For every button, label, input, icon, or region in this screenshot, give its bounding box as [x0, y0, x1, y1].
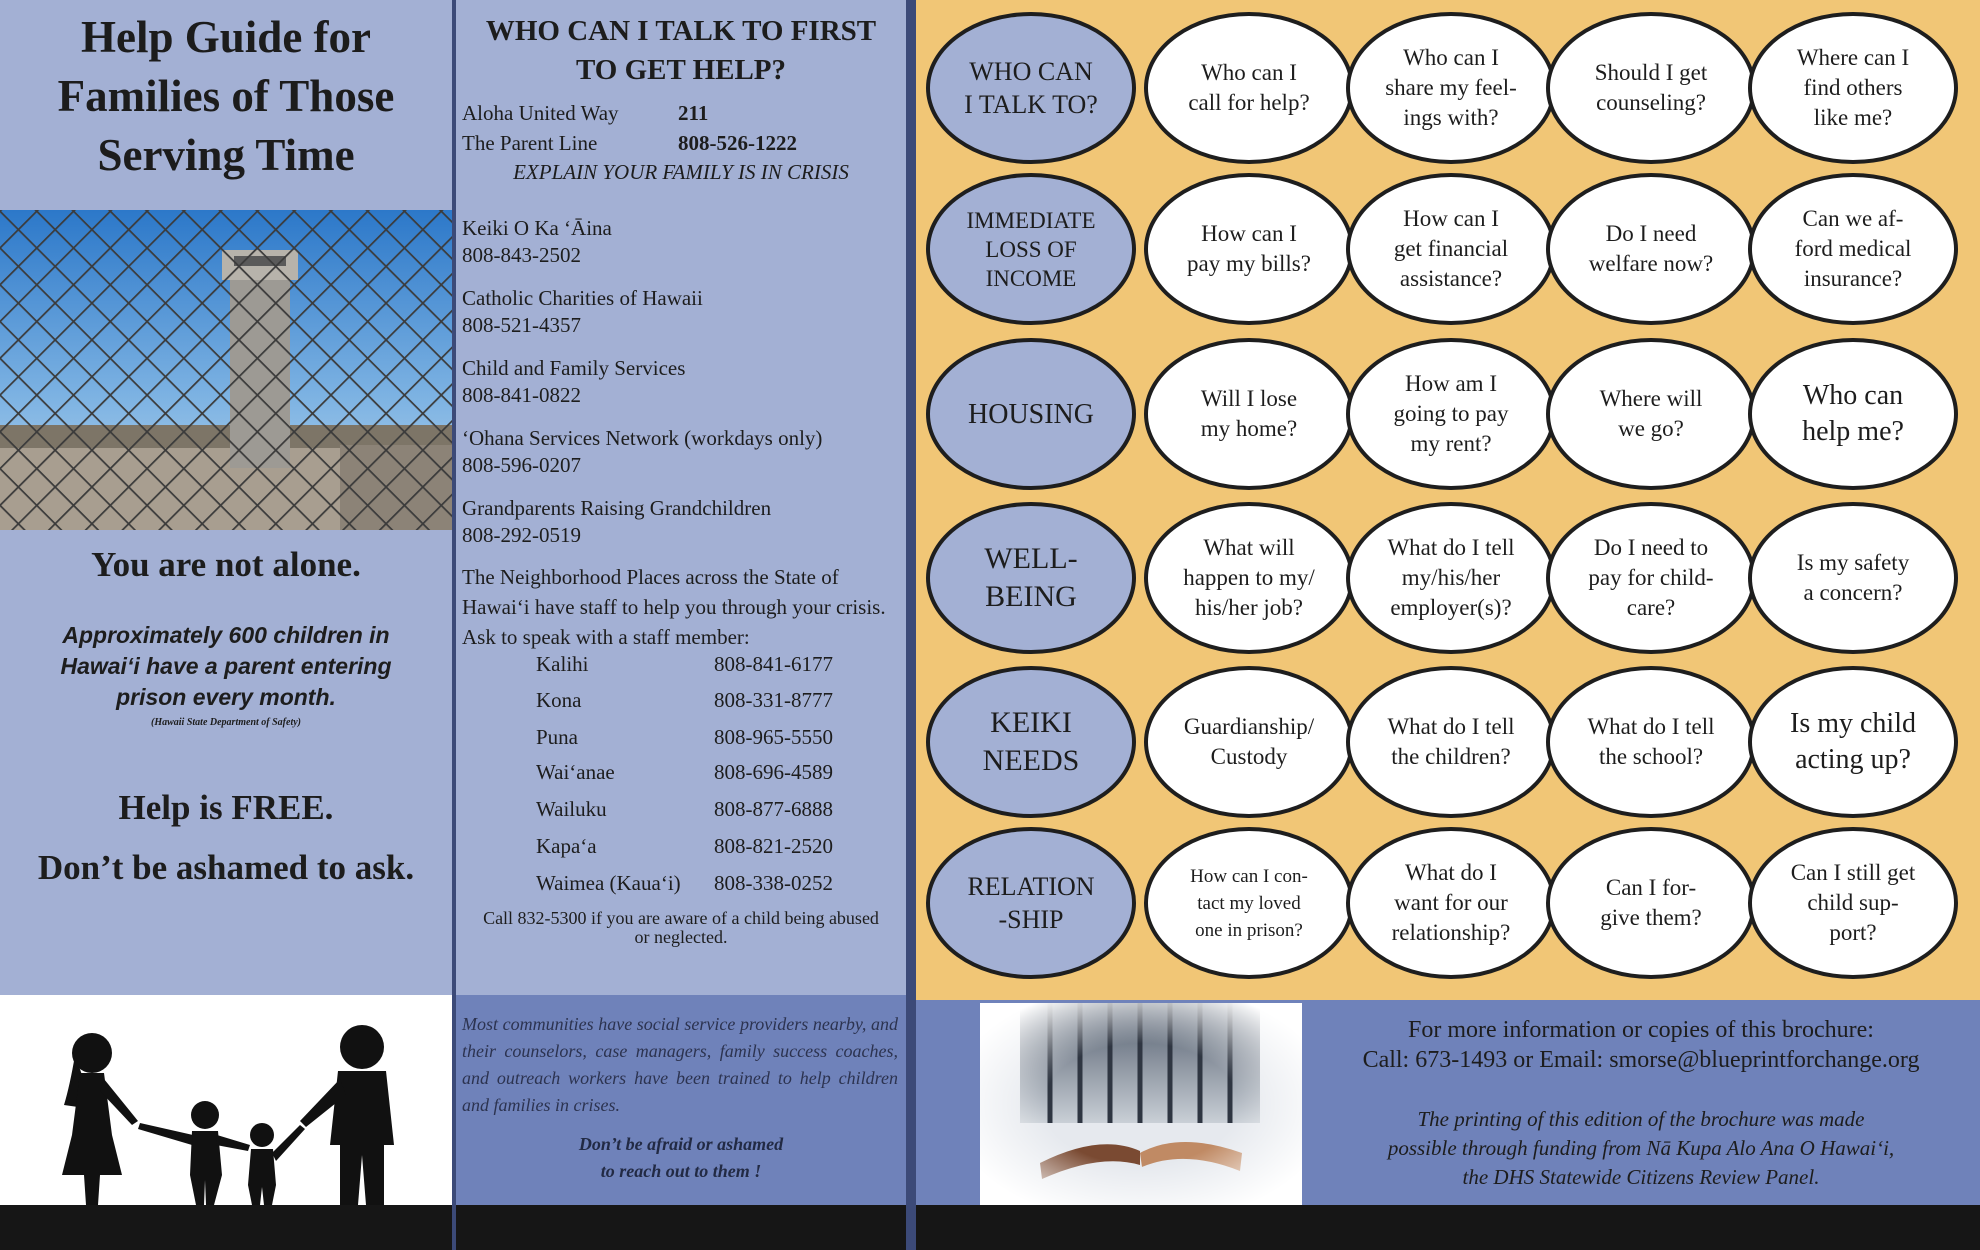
- question-text: my home?: [1200, 416, 1298, 441]
- question-text: What will: [1203, 535, 1295, 560]
- question-text: welfare now?: [1588, 251, 1714, 276]
- org-entry: ‘Ohana Services Network (workdays only) 808-596-0207: [462, 426, 823, 477]
- contacts-heading: WHO CAN I TALK TO FIRST TO GET HELP?: [485, 15, 877, 86]
- question-oval: [1346, 827, 1556, 979]
- category-label: LOSS OF: [985, 236, 1077, 262]
- category-label: NEEDS: [982, 744, 1080, 777]
- neighborhood-place-row: Puna 808-965-5550: [536, 725, 833, 749]
- question-text: Who can I: [1403, 45, 1499, 70]
- statistic-text: Approximately 600 children in Hawai‘i have a parent entering prison every month.: [60, 622, 392, 710]
- footer-paragraph: Most communities have social service providers nearby, and their counselors, case managers, family success coaches, and outreach workers have been trained to help children and families in crises.: [462, 1014, 898, 1115]
- neighborhood-place-row: Kapa‘a 808-821-2520: [536, 834, 833, 858]
- question-text: Is my safety: [1796, 550, 1910, 575]
- category-label: WHO CAN: [969, 57, 1093, 86]
- question-oval: [1748, 338, 1958, 490]
- prison-fence-photo: [0, 210, 452, 530]
- question-text: How can I: [1201, 221, 1297, 246]
- question-oval: [1144, 338, 1354, 490]
- question-oval: [1144, 173, 1354, 325]
- bottom-band: [456, 1205, 906, 1250]
- question-oval: [1546, 338, 1756, 490]
- contact-info: For more information or copies of this brochure: Call: 673-1493 or Email: smorse@blueprintforchange.org: [1362, 1017, 1920, 1073]
- neighborhood-intro: The Neighborhood Places across the State of Hawai‘i have staff to help you through your crisis. Ask to speak with a staff member:: [462, 565, 886, 649]
- question-text: going to pay: [1393, 401, 1509, 426]
- question-oval: [1346, 666, 1556, 818]
- question-text: get financial: [1393, 236, 1509, 261]
- question-oval: [1546, 666, 1756, 818]
- question-oval: [1144, 12, 1354, 164]
- category-oval: [926, 827, 1136, 979]
- question-oval: [1546, 12, 1756, 164]
- question-text: pay for child-: [1588, 565, 1714, 590]
- question-text: Can we af-: [1802, 206, 1904, 231]
- org-entry: Child and Family Services 808-841-0822: [462, 356, 686, 407]
- question-text: relationship?: [1391, 920, 1511, 945]
- question-text: tact my loved: [1197, 892, 1301, 914]
- category-oval: [926, 502, 1136, 654]
- org-entry: Catholic Charities of Hawaii 808-521-4357: [462, 286, 703, 337]
- brochure-title: Help Guide for Families of Those Serving Time: [57, 12, 395, 180]
- question-text: What do I tell: [1587, 714, 1715, 739]
- question-text: my rent?: [1410, 431, 1492, 456]
- category-label: INCOME: [985, 265, 1077, 291]
- question-text: share my feel-: [1385, 75, 1517, 100]
- question-text: his/her job?: [1195, 595, 1303, 620]
- category-oval: [926, 12, 1136, 164]
- question-oval: [1144, 502, 1354, 654]
- question-text: pay my bills?: [1187, 251, 1311, 276]
- question-text: How am I: [1405, 371, 1497, 396]
- question-text: care?: [1626, 595, 1676, 620]
- question-text: assistance?: [1399, 266, 1503, 291]
- question-text: Guardianship/: [1183, 714, 1315, 739]
- category-label: HOUSING: [968, 398, 1094, 430]
- question-text: employer(s)?: [1390, 595, 1512, 620]
- org-entry: Grandparents Raising Grandchildren 808-292-0519: [462, 496, 772, 547]
- question-text: Where can I: [1796, 45, 1910, 70]
- question-text: the children?: [1391, 744, 1511, 769]
- question-oval: [1346, 173, 1556, 325]
- question-text: Can I for-: [1605, 875, 1697, 900]
- question-text: Who can: [1802, 380, 1904, 411]
- category-label: IMMEDIATE: [966, 207, 1096, 233]
- question-text: a concern?: [1803, 580, 1903, 605]
- question-oval: [1346, 502, 1556, 654]
- question-text: want for our: [1394, 890, 1508, 915]
- neighborhood-place-row: Kona 808-331-8777: [536, 688, 833, 712]
- questions-panel: [916, 0, 1980, 1000]
- category-label: -SHIP: [998, 905, 1064, 934]
- category-oval: [926, 338, 1136, 490]
- question-text: happen to my/: [1183, 565, 1315, 590]
- question-text: How can I: [1403, 206, 1499, 231]
- question-text: one in prison?: [1195, 919, 1303, 941]
- category-label: BEING: [985, 580, 1077, 613]
- cover-panel: [0, 0, 452, 1250]
- question-oval: [1346, 338, 1556, 490]
- question-text: Can I still get: [1790, 860, 1916, 885]
- holding-hands-photo: [980, 1003, 1302, 1205]
- question-oval: [1748, 502, 1958, 654]
- question-oval: [1748, 827, 1958, 979]
- question-text: call for help?: [1188, 90, 1310, 115]
- neighborhood-place-row: Wai‘anae 808-696-4589: [536, 760, 833, 784]
- footer-encouragement: Don’t be afraid or ashamed to reach out to them !: [578, 1134, 784, 1181]
- question-text: Should I get: [1594, 60, 1708, 85]
- question-oval: [1748, 12, 1958, 164]
- question-text: Do I need to: [1593, 535, 1709, 560]
- question-text: we go?: [1618, 416, 1684, 441]
- question-text: Where will: [1599, 386, 1703, 411]
- category-label: WELL-: [984, 542, 1078, 575]
- bottom-band: [916, 1205, 1980, 1250]
- funding-credit: The printing of this edition of the brochure was made possible through funding from Nā Kupa Alo Ana O Hawai‘i, the DHS Statewide Citizens Review Panel.: [1387, 1107, 1895, 1189]
- abuse-report-note: Call 832-5300 if you are aware of a child being abused or neglected.: [483, 908, 879, 947]
- question-text: give them?: [1600, 905, 1702, 930]
- question-text: ford medical: [1794, 236, 1912, 261]
- question-text: Will I lose: [1200, 386, 1298, 411]
- not-alone-heading: You are not alone.: [91, 545, 361, 584]
- question-text: my/his/her: [1401, 565, 1501, 590]
- question-text: What do I tell: [1387, 714, 1515, 739]
- question-oval: [1144, 666, 1354, 818]
- category-label: I TALK TO?: [964, 90, 1098, 119]
- neighborhood-place-row: Kalihi 808-841-6177: [536, 652, 833, 676]
- hotline-row: Aloha United Way 211: [462, 101, 709, 125]
- question-text: Custody: [1210, 744, 1288, 769]
- question-oval: [1546, 502, 1756, 654]
- contacts-panel: [456, 0, 906, 995]
- question-text: acting up?: [1795, 744, 1911, 775]
- question-text: Who can I: [1201, 60, 1297, 85]
- question-text: child sup-: [1807, 890, 1899, 915]
- question-text: Do I need: [1605, 221, 1697, 246]
- category-label: RELATION: [967, 872, 1095, 901]
- crisis-note: EXPLAIN YOUR FAMILY IS IN CRISIS: [513, 160, 849, 184]
- contacts-footer: [456, 995, 906, 1205]
- question-text: insurance?: [1803, 266, 1903, 291]
- question-text: What do I: [1405, 860, 1497, 885]
- question-text: the school?: [1598, 744, 1704, 769]
- question-oval: [1748, 666, 1958, 818]
- statistic-source: (Hawaii State Department of Safety): [151, 717, 301, 728]
- question-oval: [1546, 173, 1756, 325]
- question-text: What do I tell: [1387, 535, 1515, 560]
- category-label: KEIKI: [990, 706, 1072, 739]
- question-text: find others: [1803, 75, 1903, 100]
- hotline-row: The Parent Line 808-526-1222: [462, 131, 797, 155]
- org-entry: Keiki O Ka ‘Āina 808-843-2502: [462, 216, 612, 267]
- help-free-message: Help is FREE. Don’t be ashamed to ask.: [37, 788, 415, 887]
- question-oval: [1748, 173, 1958, 325]
- question-text: ings with?: [1403, 105, 1499, 130]
- question-text: like me?: [1813, 105, 1893, 130]
- family-silhouette-image: [0, 995, 452, 1205]
- category-oval: [926, 173, 1136, 325]
- panel-divider: [906, 0, 916, 1250]
- question-oval: [1546, 827, 1756, 979]
- neighborhood-place-row: Wailuku 808-877-6888: [536, 797, 833, 821]
- neighborhood-place-row: Waimea (Kaua‘i) 808-338-0252: [536, 871, 833, 895]
- question-text: counseling?: [1596, 90, 1706, 115]
- question-text: How can I con-: [1190, 865, 1308, 887]
- question-text: Is my child: [1790, 708, 1916, 739]
- question-text: port?: [1829, 920, 1877, 945]
- question-oval: [1144, 827, 1354, 979]
- category-oval: [926, 666, 1136, 818]
- bottom-band: [0, 1205, 452, 1250]
- question-oval: [1346, 12, 1556, 164]
- question-text: help me?: [1802, 416, 1904, 447]
